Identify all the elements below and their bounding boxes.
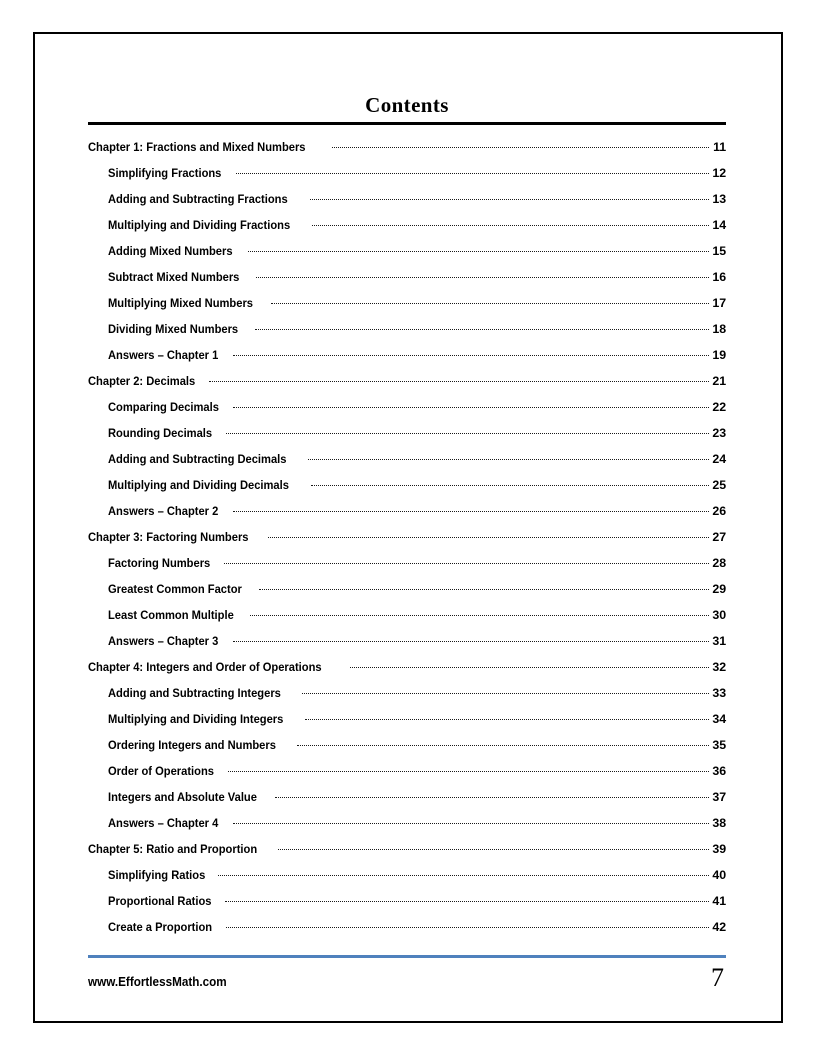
toc-entry-page-number: 36 <box>712 764 726 778</box>
toc-entry-page-number: 23 <box>712 426 726 440</box>
toc-entry-list <box>88 134 726 940</box>
toc-section-entry[interactable] <box>88 914 726 940</box>
footer-divider-rule <box>88 955 726 958</box>
toc-chapter-entry[interactable] <box>88 524 726 550</box>
toc-entry-page-number: 14 <box>712 218 726 232</box>
toc-dot-leader <box>308 451 709 463</box>
toc-dot-leader <box>310 191 709 203</box>
toc-entry-label: Answers – Chapter 2 <box>108 504 219 518</box>
toc-dot-leader <box>302 685 709 697</box>
toc-dot-leader <box>248 243 709 255</box>
toc-section-entry[interactable] <box>88 784 726 810</box>
toc-entry-page-number: 32 <box>712 660 726 674</box>
footer-row <box>88 964 726 992</box>
toc-entry-page-number: 12 <box>712 166 726 180</box>
toc-section-entry[interactable] <box>88 602 726 628</box>
toc-entry-label: Chapter 1: Fractions and Mixed Numbers <box>88 140 306 154</box>
toc-entry-page-number: 22 <box>712 400 726 414</box>
toc-entry-label: Ordering Integers and Numbers <box>108 738 276 752</box>
toc-dot-leader <box>233 347 709 359</box>
toc-section-entry[interactable] <box>88 342 726 368</box>
toc-entry-label: Rounding Decimals <box>108 426 213 440</box>
toc-entry-label: Comparing Decimals <box>108 400 219 414</box>
toc-entry-page-number: 29 <box>712 582 726 596</box>
toc-entry-page-number: 28 <box>712 556 726 570</box>
toc-entry-label: Chapter 2: Decimals <box>88 374 196 388</box>
toc-section-entry[interactable] <box>88 862 726 888</box>
toc-dot-leader <box>259 581 709 593</box>
toc-entry-page-number: 19 <box>712 348 726 362</box>
toc-entry-page-number: 41 <box>712 894 726 908</box>
toc-section-entry[interactable] <box>88 316 726 342</box>
toc-section-entry[interactable] <box>88 810 726 836</box>
toc-dot-leader <box>305 711 709 723</box>
toc-section-entry[interactable] <box>88 420 726 446</box>
footer-page-number: 7 <box>711 963 724 992</box>
toc-entry-label: Dividing Mixed Numbers <box>108 322 239 336</box>
toc-dot-leader <box>312 217 709 229</box>
toc-entry-label: Proportional Ratios <box>108 894 212 908</box>
toc-entry-page-number: 34 <box>712 712 726 726</box>
toc-entry-label: Order of Operations <box>108 764 214 778</box>
toc-dot-leader <box>226 425 709 437</box>
toc-entry-label: Adding and Subtracting Decimals <box>108 452 287 466</box>
toc-entry-label: Greatest Common Factor <box>108 582 242 596</box>
toc-dot-leader <box>226 919 709 931</box>
toc-entry-page-number: 31 <box>712 634 726 648</box>
toc-dot-leader <box>311 477 709 489</box>
toc-dot-leader <box>209 373 709 385</box>
toc-section-entry[interactable] <box>88 758 726 784</box>
toc-section-entry[interactable] <box>88 264 726 290</box>
toc-section-entry[interactable] <box>88 446 726 472</box>
toc-entry-label: Answers – Chapter 3 <box>108 634 219 648</box>
toc-section-entry[interactable] <box>88 160 726 186</box>
toc-dot-leader <box>275 789 709 801</box>
toc-section-entry[interactable] <box>88 238 726 264</box>
footer-website-link[interactable]: www.EffortlessMath.com <box>88 974 227 989</box>
toc-entry-label: Answers – Chapter 4 <box>108 816 219 830</box>
toc-entry-page-number: 42 <box>712 920 726 934</box>
toc-section-entry[interactable] <box>88 290 726 316</box>
toc-entry-page-number: 18 <box>712 322 726 336</box>
title-divider-rule <box>88 122 726 125</box>
toc-chapter-entry[interactable] <box>88 836 726 862</box>
toc-dot-leader <box>255 321 709 333</box>
toc-dot-leader <box>218 867 709 879</box>
toc-section-entry[interactable] <box>88 628 726 654</box>
toc-dot-leader <box>233 633 709 645</box>
toc-entry-page-number: 15 <box>712 244 726 258</box>
toc-entry-label: Chapter 4: Integers and Order of Operations <box>88 660 322 674</box>
toc-entry-page-number: 38 <box>712 816 726 830</box>
toc-dot-leader <box>271 295 709 307</box>
toc-dot-leader <box>297 737 709 749</box>
toc-chapter-entry[interactable] <box>88 134 726 160</box>
toc-section-entry[interactable] <box>88 732 726 758</box>
toc-section-entry[interactable] <box>88 550 726 576</box>
toc-entry-label: Multiplying Mixed Numbers <box>108 296 253 310</box>
toc-section-entry[interactable] <box>88 888 726 914</box>
toc-section-entry[interactable] <box>88 498 726 524</box>
toc-entry-label: Chapter 5: Ratio and Proportion <box>88 842 258 856</box>
toc-section-entry[interactable] <box>88 576 726 602</box>
toc-entry-page-number: 11 <box>713 140 726 154</box>
toc-entry-page-number: 33 <box>712 686 726 700</box>
toc-section-entry[interactable] <box>88 186 726 212</box>
toc-dot-leader <box>268 529 709 541</box>
toc-dot-leader <box>332 139 709 151</box>
toc-chapter-entry[interactable] <box>88 368 726 394</box>
toc-entry-page-number: 13 <box>712 192 726 206</box>
toc-entry-label: Multiplying and Dividing Integers <box>108 712 284 726</box>
toc-entry-label: Answers – Chapter 1 <box>108 348 219 362</box>
toc-section-entry[interactable] <box>88 472 726 498</box>
toc-entry-page-number: 24 <box>712 452 726 466</box>
toc-dot-leader <box>233 815 709 827</box>
toc-entry-page-number: 26 <box>712 504 726 518</box>
toc-entry-page-number: 27 <box>712 530 726 544</box>
toc-dot-leader <box>233 399 709 411</box>
toc-entry-page-number: 39 <box>712 842 726 856</box>
toc-entry-label: Simplifying Ratios <box>108 868 206 882</box>
toc-entry-label: Create a Proportion <box>108 920 213 934</box>
toc-section-entry[interactable] <box>88 706 726 732</box>
toc-section-entry[interactable] <box>88 680 726 706</box>
toc-section-entry[interactable] <box>88 394 726 420</box>
toc-entry-page-number: 37 <box>712 790 726 804</box>
toc-entry-label: Multiplying and Dividing Decimals <box>108 478 289 492</box>
toc-entry-page-number: 17 <box>712 296 726 310</box>
toc-entry-label: Factoring Numbers <box>108 556 211 570</box>
toc-dot-leader <box>228 763 709 775</box>
toc-entry-page-number: 16 <box>712 270 726 284</box>
toc-entry-label: Simplifying Fractions <box>108 166 222 180</box>
toc-dot-leader <box>225 893 709 905</box>
toc-entry-label: Least Common Multiple <box>108 608 234 622</box>
toc-section-entry[interactable] <box>88 212 726 238</box>
toc-entry-label: Adding and Subtracting Integers <box>108 686 281 700</box>
toc-dot-leader <box>224 555 709 567</box>
toc-entry-page-number: 25 <box>712 478 726 492</box>
page-footer <box>88 955 726 992</box>
toc-entry-page-number: 35 <box>712 738 726 752</box>
toc-entry-label: Adding Mixed Numbers <box>108 244 233 258</box>
toc-entry-page-number: 40 <box>712 868 726 882</box>
toc-dot-leader <box>250 607 709 619</box>
toc-dot-leader <box>236 165 709 177</box>
toc-dot-leader <box>233 503 709 515</box>
toc-dot-leader <box>278 841 709 853</box>
page-title: Contents <box>365 93 449 117</box>
toc-dot-leader <box>350 659 709 671</box>
toc-entry-label: Subtract Mixed Numbers <box>108 270 240 284</box>
toc-entry-label: Integers and Absolute Value <box>108 790 257 804</box>
toc-entry-label: Multiplying and Dividing Fractions <box>108 218 291 232</box>
toc-entry-label: Chapter 3: Factoring Numbers <box>88 530 249 544</box>
toc-chapter-entry[interactable] <box>88 654 726 680</box>
toc-entry-page-number: 21 <box>712 374 726 388</box>
toc-dot-leader <box>256 269 709 281</box>
table-of-contents <box>88 92 726 940</box>
toc-entry-label: Adding and Subtracting Fractions <box>108 192 288 206</box>
toc-entry-page-number: 30 <box>712 608 726 622</box>
